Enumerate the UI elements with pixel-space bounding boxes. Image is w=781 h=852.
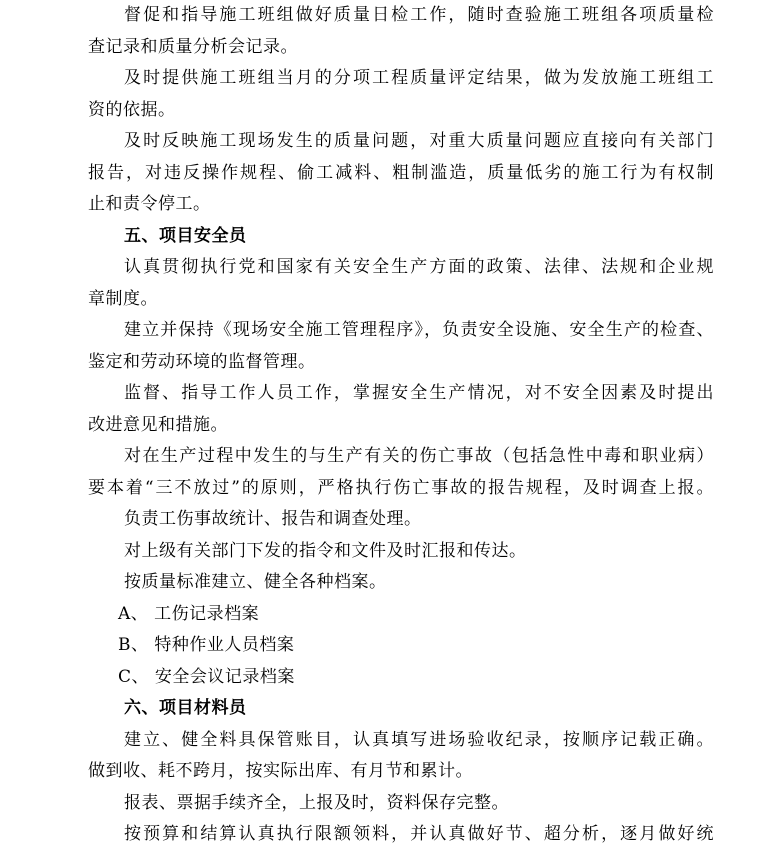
paragraph-line: 督促和指导施工班组做好质量日检工作，随时查验施工班组各项质量检 bbox=[124, 5, 714, 25]
paragraph-line: 鉴定和劳动环境的监督管理。 bbox=[88, 351, 316, 372]
paragraph-line: 建立、健全料具保管账目，认真填写进场验收纪录，按顺序记载正确。 bbox=[124, 729, 714, 750]
paragraph-line: 按质量标准建立、健全各种档案。 bbox=[124, 572, 387, 592]
paragraph-line: 监督、指导工作人员工作，掌握安全生产情况，对不安全因素及时提出 bbox=[124, 383, 714, 403]
list-item: C、 安全会议记录档案 bbox=[118, 666, 295, 687]
list-item: B、 特种作业人员档案 bbox=[118, 635, 295, 655]
paragraph-line: 查记录和质量分析会记录。 bbox=[88, 36, 298, 57]
list-item: A、 工伤记录档案 bbox=[118, 603, 260, 624]
paragraph-line: 改进意见和措施。 bbox=[88, 414, 228, 435]
document-page bbox=[88, 0, 714, 851]
section-heading-safety-officer: 五、项目安全员 bbox=[124, 225, 247, 246]
paragraph-line: 负责工伤事故统计、报告和调查处理。 bbox=[124, 509, 422, 529]
paragraph-line: 报表、票据手续齐全，上报及时，资料保存完整。 bbox=[124, 792, 509, 813]
paragraph-line: 对在生产过程中发生的与生产有关的伤亡事故（包括急性中毒和职业病） bbox=[124, 446, 714, 466]
paragraph-line: 报告，对违反操作规程、偷工减料、粗制滥造，质量低劣的施工行为有权制 bbox=[88, 162, 714, 183]
paragraph-line: 建立并保持《现场安全施工管理程序》，负责安全设施、安全生产的检查、 bbox=[124, 320, 714, 340]
paragraph-line: 及时提供施工班组当月的分项工程质量评定结果，做为发放施工班组工 bbox=[124, 68, 714, 88]
paragraph-line: 认真贯彻执行党和国家有关安全生产方面的政策、法律、法规和企业规 bbox=[124, 257, 714, 277]
paragraph-line: 做到收、耗不跨月，按实际出库、有月节和累计。 bbox=[88, 761, 473, 781]
section-heading-materials-officer: 六、项目材料员 bbox=[124, 698, 247, 718]
paragraph-line: 止和责令停工。 bbox=[88, 194, 211, 214]
paragraph-line: 及时反映施工现场发生的质量问题，对重大质量问题应直接向有关部门 bbox=[124, 131, 714, 151]
paragraph-line: 要本着“三不放过”的原则，严格执行伤亡事故的报告规程，及时调查上报。 bbox=[88, 477, 714, 498]
paragraph-line: 资的依据。 bbox=[88, 99, 176, 120]
paragraph-line: 章制度。 bbox=[88, 288, 158, 309]
paragraph-line: 对上级有关部门下发的指令和文件及时汇报和传达。 bbox=[124, 540, 527, 561]
paragraph-line: 按预算和结算认真执行限额领料，并认真做好节、超分析，逐月做好统 bbox=[124, 824, 714, 844]
